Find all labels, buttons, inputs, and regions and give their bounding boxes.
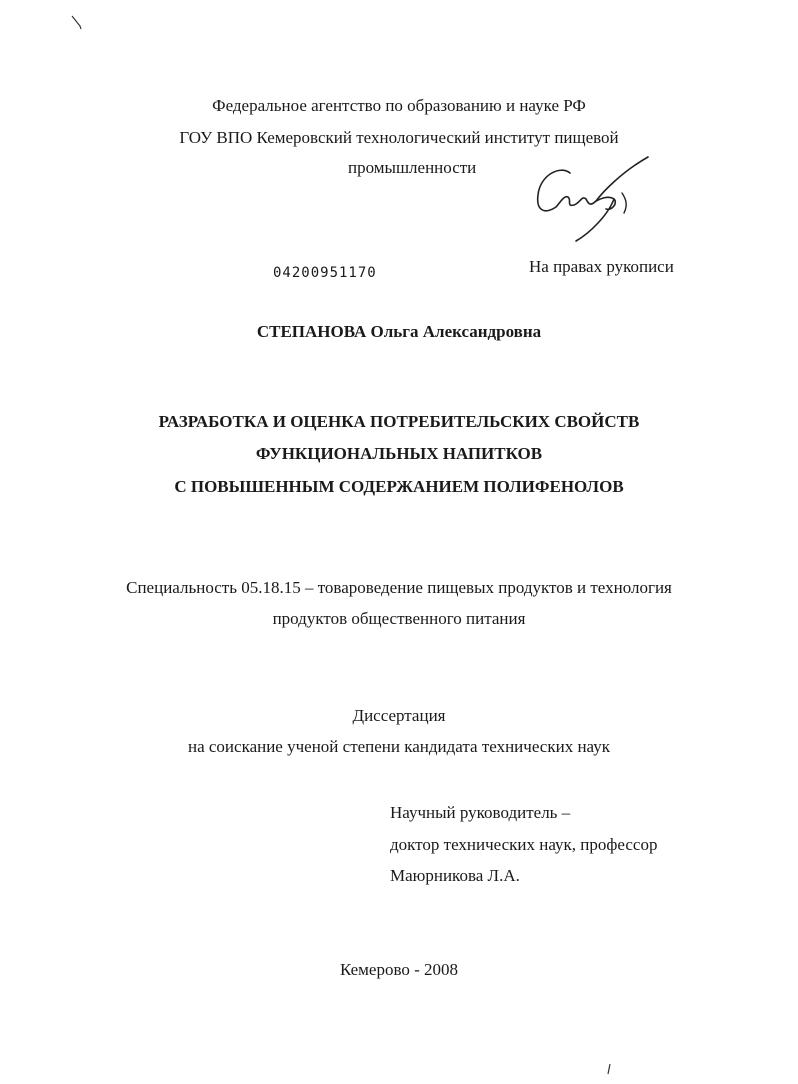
header-agency: Федеральное агентство по образованию и науке РФ [212, 96, 586, 115]
corner-mark [70, 14, 84, 30]
supervisor-name: Маюрникова Л.А. [390, 866, 520, 885]
header-institute: ГОУ ВПО Кемеровский технологический институт пищевой [179, 128, 619, 147]
thesis-type: Диссертация [352, 706, 446, 725]
header-industry: промышленности [348, 158, 477, 177]
title-line-3: С ПОВЫШЕННЫМ СОДЕРЖАНИЕМ ПОЛИФЕНОЛОВ [174, 477, 624, 496]
place-year: Кемерово - 2008 [339, 960, 459, 979]
signature [530, 155, 660, 245]
author-name: СТЕПАНОВА Ольга Александровна [256, 322, 542, 341]
rights-note: На правах рукописи [529, 257, 674, 276]
title-line-2: ФУНКЦИОНАЛЬНЫХ НАПИТКОВ [255, 444, 543, 463]
specialty-line-2: продуктов общественного питания [272, 609, 526, 628]
title-line-1: РАЗРАБОТКА И ОЦЕНКА ПОТРЕБИТЕЛЬСКИХ СВОЙСТВ [158, 412, 640, 431]
specialty-line-1: Специальность 05.18.15 – товароведение пищевых продуктов и технология [126, 578, 672, 597]
supervisor-label: Научный руководитель – [390, 803, 571, 822]
archive-number: 04200951170 [273, 265, 377, 281]
supervisor-rank: доктор технических наук, профессор [390, 835, 658, 854]
thesis-degree: на соискание ученой степени кандидата технических наук [187, 737, 610, 756]
page-mark [604, 1062, 614, 1076]
